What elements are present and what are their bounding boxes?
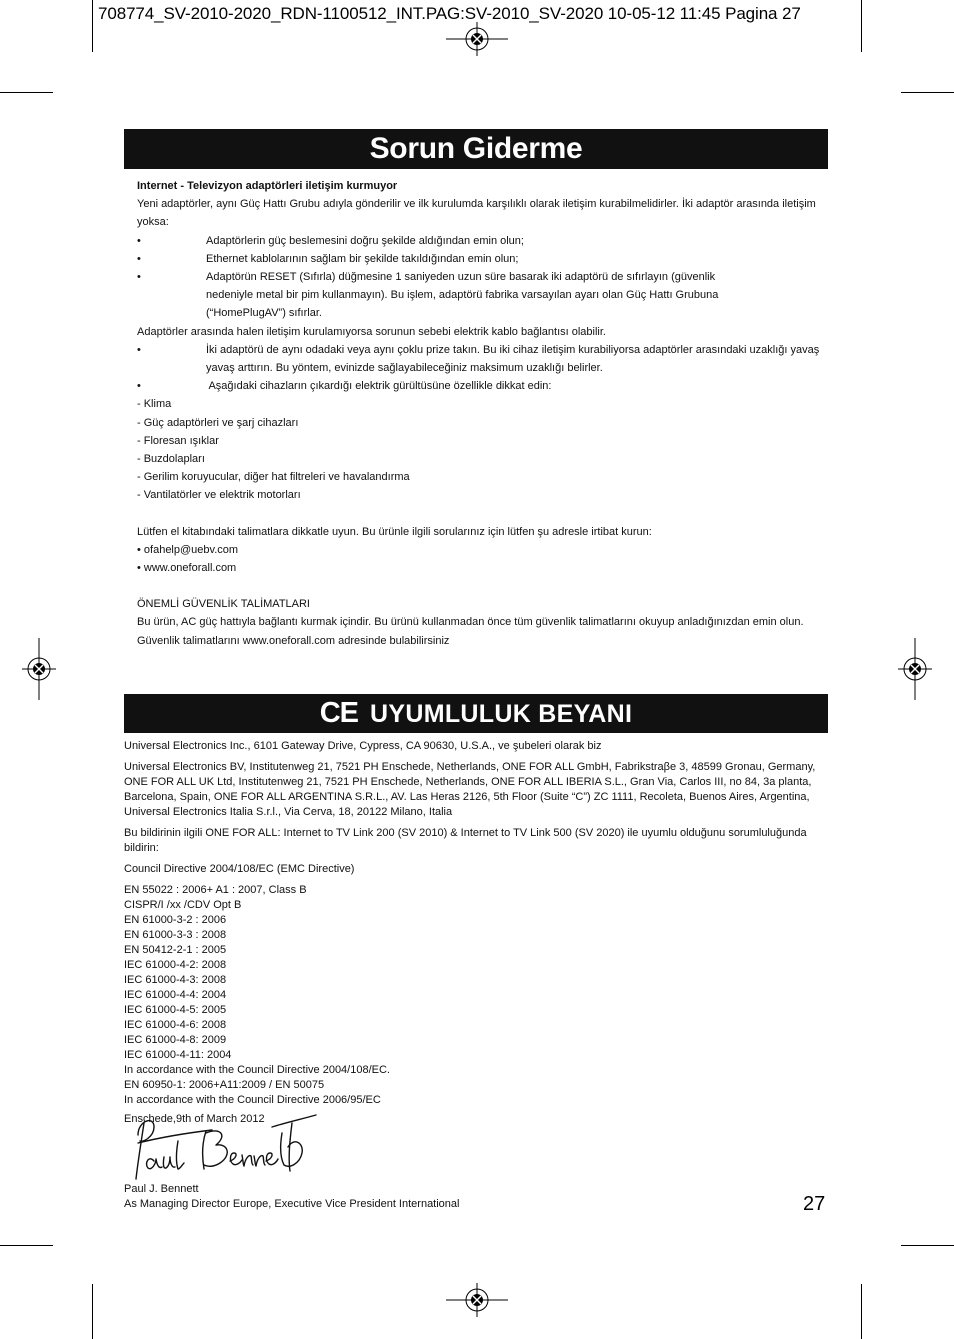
- troubleshooting-intro: Yeni adaptörler, aynı Güç Hattı Grubu adıyla gönderilir ve ilk kurulumda karşılıklı olarak iletişim kurabilmelidirler. İki adaptör arasında iletişim yoksa:: [137, 198, 816, 229]
- safety-text: Bu ürün, AC güç hattıyla bağlantı kurmak içindir. Bu ürünü kullanmadan önce tüm güvenlik talimatlarını okuyup anladığınızdan emin olun. Güvenlik talimatlarını www.oneforall.com adresinde bulabilirsiniz: [137, 616, 804, 647]
- bullet-icon: •: [137, 234, 141, 247]
- troubleshooting-section: [137, 177, 827, 650]
- signer-title: As Managing Director Europe, Executive Vice President International: [124, 1198, 460, 1210]
- troubleshooting-title: Sorun Giderme: [369, 132, 583, 165]
- conformity-paragraph: Universal Electronics Inc., 6101 Gateway Drive, Cypress, CA 90630, U.S.A., ve şubeleri olarak biz: [124, 740, 602, 752]
- bullet-text: Ethernet kablolarının sağlam bir şekilde takıldığından emin olun;: [206, 252, 519, 265]
- device-item: - Klima: [137, 398, 172, 411]
- contact-text: Lütfen el kitabındaki talimatlara dikkatle uyun. Bu ürünle ilgili sorularınız için lütfen şu adresle irtibat kurun:: [137, 525, 652, 538]
- registration-mark-icon: [898, 638, 932, 700]
- ce-mark-icon: CE: [319, 697, 359, 729]
- standard-item: CISPR/I /xx /CDV Opt B: [124, 899, 242, 911]
- safety-heading: ÖNEMLİ GÜVENLİK TALİMATLARI: [137, 598, 310, 611]
- crop-mark: [861, 1284, 862, 1339]
- standard-item: IEC 61000-4-4: 2004: [124, 989, 227, 1001]
- conformity-banner: [124, 694, 828, 733]
- standard-item: EN 61000-3-2 : 2006: [124, 914, 227, 926]
- bullet-icon: •: [137, 380, 141, 393]
- bullet-text: Adaptörlerin güç beslemesini doğru şekilde aldığından emin olun;: [206, 234, 524, 247]
- bullet-icon: •: [137, 343, 141, 356]
- device-item: - Gerilim koruyucular, diğer hat filtreleri ve havalandırma: [137, 471, 410, 484]
- bullet-item: [137, 250, 827, 268]
- bullet-icon: •: [137, 271, 141, 284]
- standard-item: EN 55022 : 2006+ A1 : 2007, Class B: [124, 884, 307, 896]
- signer-name: Paul J. Bennett: [124, 1183, 199, 1195]
- bullet-item: [137, 341, 827, 377]
- conformity-paragraph: Universal Electronics BV, Institutenweg 21, 7521 PH Enschede, Netherlands, ONE FOR ALL GmbH, Fabrikstraβe 3, 48599 Gronau, Germany, ONE FOR ALL UK Ltd, Institutenweg 21, 7521 PH Enschede, Netherlands, ONE FOR ALL IBERIA S.L., Gran Via, Carlos III, no 84, 3a planta, Barcelona, Spain, ONE FOR ALL ARGENTINA S.R.L., AV. Las Heras 2126, 5th Floor (Suite “C”) ZC 1111, Recoleta, Buenos Aires, Argentina, Universal Electronics Italia S.r.l., Via Cerva, 18, 20122 Milano, Italia: [124, 761, 816, 818]
- crop-mark: [0, 1245, 53, 1246]
- print-slug-line: 708774_SV-2010-2020_RDN-1100512_INT.PAG:SV-2010_SV-2020 10-05-12 11:45 Pagina 27: [98, 4, 801, 23]
- registration-mark-icon: [446, 22, 508, 56]
- contact-web: • www.oneforall.com: [137, 562, 237, 575]
- bullet-item: [137, 232, 827, 250]
- bullet-item: [137, 268, 827, 323]
- device-item: - Floresan ışıklar: [137, 434, 219, 447]
- troubleshooting-heading: Internet - Televizyon adaptörleri iletişim kurmuyor: [137, 180, 398, 192]
- registration-mark-icon: [22, 638, 56, 700]
- standard-item: IEC 61000-4-6: 2008: [124, 1019, 227, 1031]
- crop-mark: [901, 92, 954, 93]
- crop-mark: [901, 1245, 954, 1246]
- standard-item: EN 61000-3-3 : 2008: [124, 929, 227, 941]
- bullet-icon: •: [137, 252, 141, 265]
- crop-mark: [0, 92, 53, 93]
- standard-item: In accordance with the Council Directive 2006/95/EC: [124, 1094, 381, 1106]
- bullet-note: Adaptörler arasında halen iletişim kurulamıyorsa sorunun sebebi elektrik kablo bağlantısı olabilir.: [137, 325, 606, 338]
- page-number: 27: [803, 1193, 826, 1215]
- device-item: - Vantilatörler ve elektrik motorları: [137, 489, 301, 502]
- bullet-item: [137, 377, 827, 395]
- conformity-paragraph: Bu bildirinin ilgili ONE FOR ALL: Internet to TV Link 200 (SV 2010) & Internet to TV Link 500 (SV 2020) ile uyumlu olduğunu sorumluluğunda bildirin:: [124, 827, 807, 854]
- troubleshooting-banner: [124, 129, 828, 169]
- place-date: Enschede,9th of March 2012: [124, 1113, 265, 1125]
- standard-item: EN 60950-1: 2006+A11:2009 / EN 50075: [124, 1079, 325, 1091]
- standard-item: IEC 61000-4-5: 2005: [124, 1004, 227, 1016]
- conformity-title: UYUMLULUK BEYANI: [370, 700, 633, 728]
- device-item: - Buzdolapları: [137, 453, 205, 466]
- standard-item: EN 50412-2-1 : 2005: [124, 944, 227, 956]
- crop-mark: [861, 0, 862, 52]
- bullet-text: Aşağıdaki cihazların çıkardığı elektrik gürültüsüne özellikle dikkat edin:: [206, 380, 552, 393]
- signature-image: [132, 1113, 322, 1183]
- registration-mark-icon: [446, 1283, 508, 1317]
- conformity-title-line: [124, 694, 828, 734]
- contact-email: • ofahelp@uebv.com: [137, 543, 239, 556]
- bullet-text: İki adaptörü de aynı odadaki veya aynı çoklu prize takın. Bu iki cihaz iletişim kurabiliyorsa adaptörler arasındaki uzaklığı yavaş yavaş arttırın. Bu yöntem, evinizde sağlayabileceğiniz maksimum uzaklığı belirler.: [206, 343, 820, 375]
- standard-item: IEC 61000-4-8: 2009: [124, 1034, 227, 1046]
- signer-block: [124, 1182, 459, 1212]
- standard-item: IEC 61000-4-11: 2004: [124, 1049, 232, 1061]
- conformity-paragraph: Council Directive 2004/108/EC (EMC Directive): [124, 863, 355, 875]
- conformity-section: [124, 739, 828, 1127]
- bullet-text: Adaptörün RESET (Sıfırla) düğmesine 1 saniyeden uzun süre basarak iki adaptörü de sıfırlayın (güvenlik nedeniyle metal bir pim kullanmayın). Bu işlem, adaptörü fabrika varsayılan ayarı olan Güç Hattı Grubuna (“HomePlugAV”) sıfırlar.: [206, 271, 719, 320]
- standard-item: In accordance with the Council Directive 2004/108/EC.: [124, 1064, 390, 1076]
- crop-mark: [92, 0, 93, 52]
- standard-item: IEC 61000-4-2: 2008: [124, 959, 227, 971]
- crop-mark: [92, 1284, 93, 1339]
- device-item: - Güç adaptörleri ve şarj cihazları: [137, 416, 299, 429]
- standard-item: IEC 61000-4-3: 2008: [124, 974, 227, 986]
